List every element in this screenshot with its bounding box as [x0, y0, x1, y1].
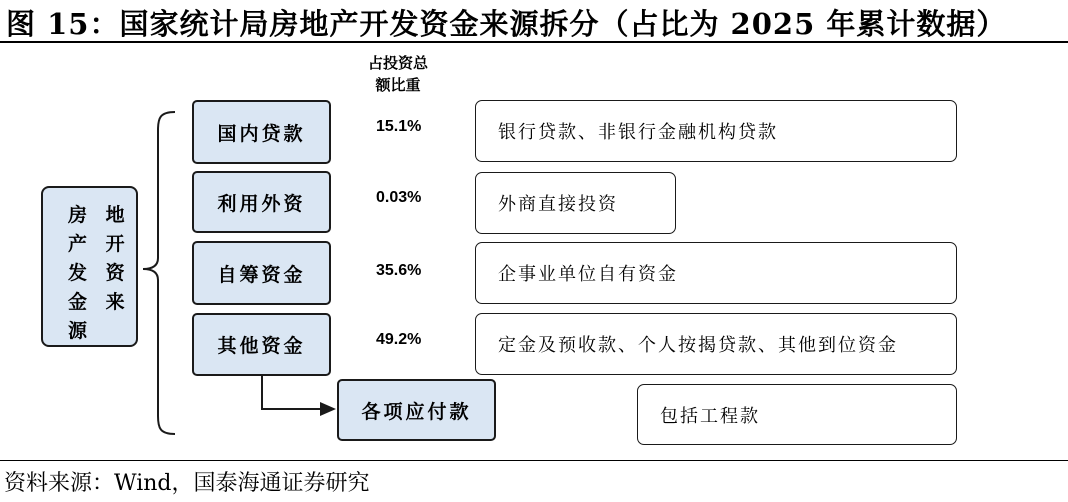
category-other-funds: 其他资金: [192, 313, 331, 376]
share-header-line-2: 额比重: [375, 76, 421, 94]
root-text-line-2: 产 开: [68, 233, 131, 255]
root-text-line-1: 房 地: [68, 204, 131, 226]
share-self-raised: 35.6%: [376, 262, 422, 279]
share-domestic-loans: 15.1%: [376, 118, 422, 135]
description-other-funds: 定金及预收款、个人按揭贷款、其他到位资金: [475, 313, 957, 375]
share-other-funds: 49.2%: [376, 331, 422, 348]
description-domestic-loans: 银行贷款、非银行金融机构贷款: [475, 100, 957, 162]
sub-item-arrowhead: [320, 402, 336, 416]
root-text-line-4: 金 来: [68, 291, 131, 313]
footer-divider: [0, 460, 1068, 461]
grouping-brace: [143, 112, 175, 434]
category-domestic-loans: 国内贷款: [192, 100, 331, 164]
root-text-line-3: 发 资: [68, 262, 131, 284]
sub-item-payables: 各项应付款: [337, 379, 496, 441]
page-title: 图 15：国家统计局房地产开发资金来源拆分（占比为 2025 年累计数据）: [6, 7, 1007, 41]
description-self-raised: 企事业单位自有资金: [475, 242, 957, 304]
root-text-line-5: 源: [68, 320, 94, 342]
share-foreign-capital: 0.03%: [376, 189, 422, 206]
sub-item-connector: [262, 376, 322, 409]
description-payables: 包括工程款: [637, 384, 957, 445]
source-note: 资料来源：Wind，国泰海通证券研究: [4, 471, 370, 496]
category-foreign-capital: 利用外资: [192, 171, 331, 233]
share-column-header: [360, 52, 436, 96]
share-header-line-1: 占投资总: [367, 54, 428, 72]
description-foreign-capital: 外商直接投资: [475, 172, 676, 234]
category-self-raised: 自筹资金: [192, 241, 331, 305]
